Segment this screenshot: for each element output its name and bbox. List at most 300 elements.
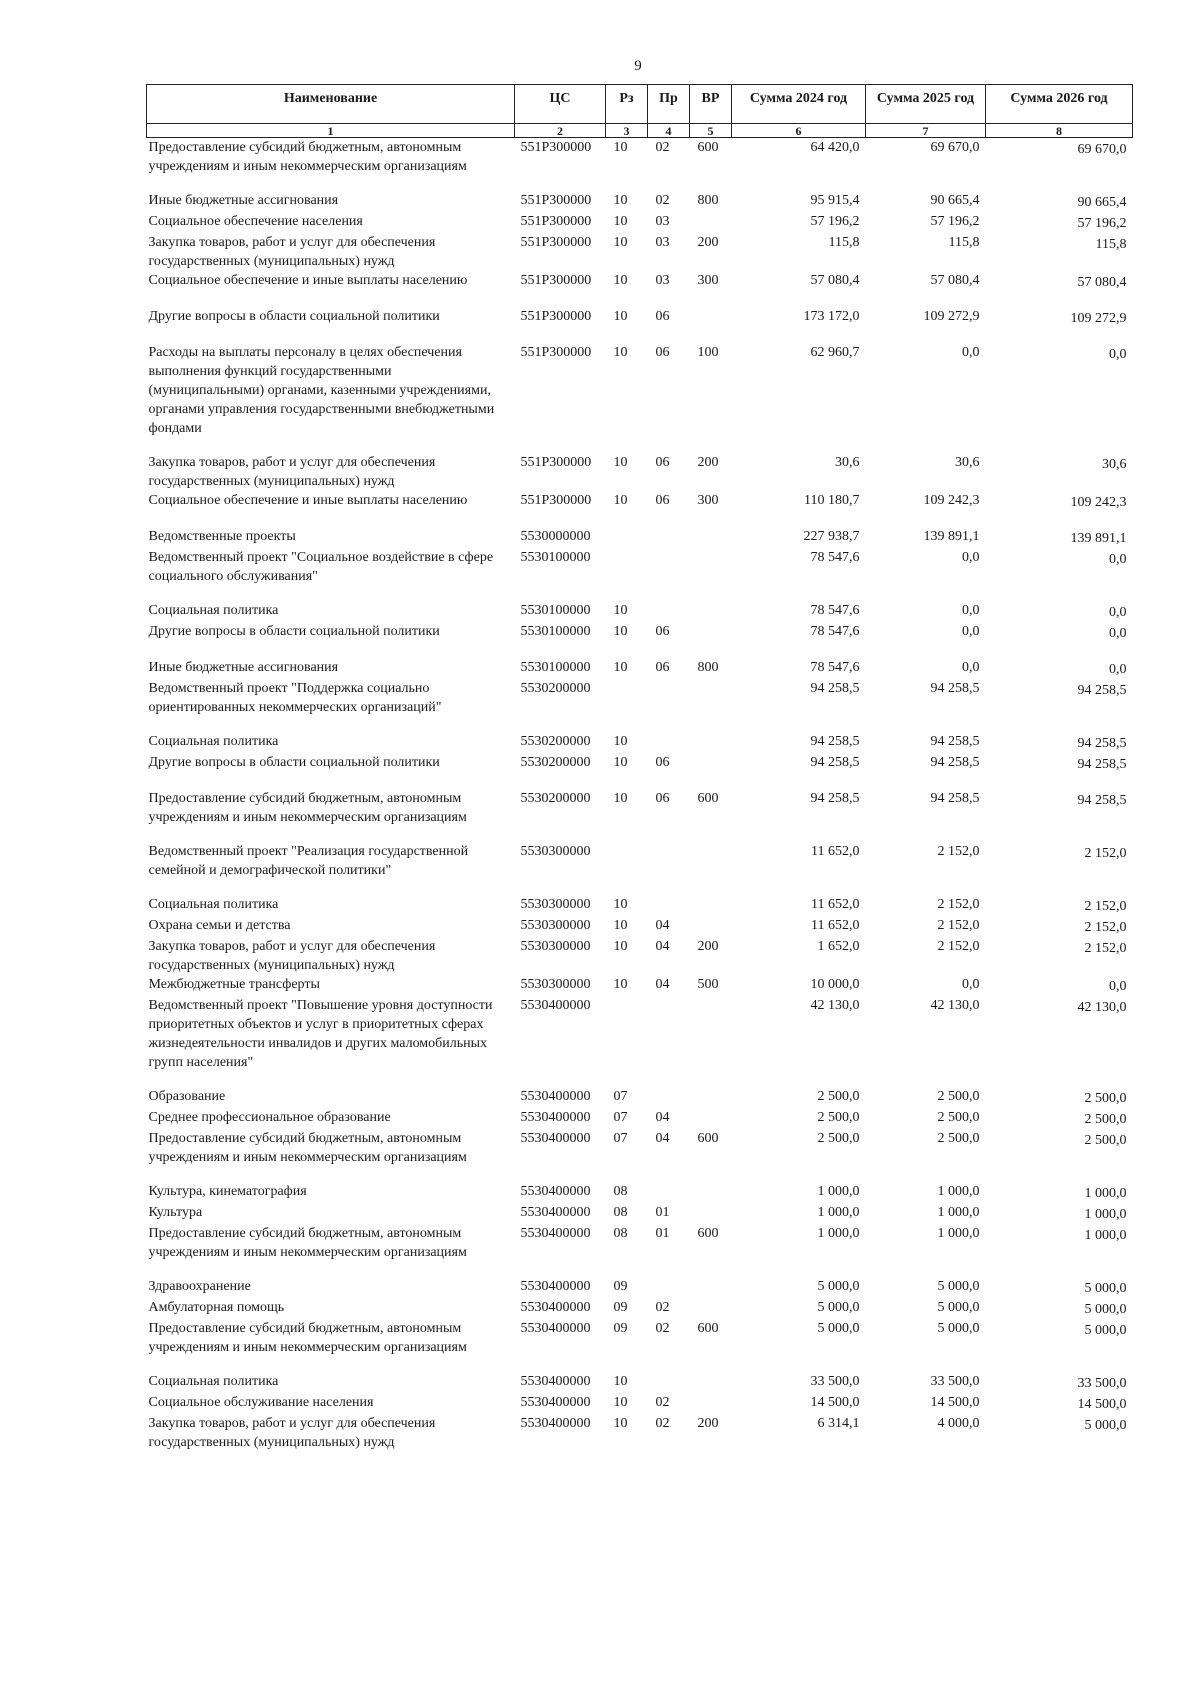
table-row	[147, 1087, 1133, 1108]
sum-2024-cell: 5 000,0	[817, 1300, 860, 1315]
sum-2024-cell: 227 938,7	[803, 529, 860, 544]
sum-2024-cell: 78 547,6	[810, 660, 860, 675]
name-cell: Ведомственный проект "Поддержка социально ориентированных некоммерческих организаций"	[148, 681, 442, 715]
rz-cell: 10	[613, 309, 628, 324]
vr-cell	[690, 916, 732, 937]
name-cell: Ведомственные проекты	[148, 529, 296, 544]
sum-2025-cell: 2 152,0	[937, 844, 980, 859]
vr-cell	[690, 307, 732, 328]
sum-2026-cell: 2 152,0	[1084, 899, 1127, 914]
sum-2024-cell: 94 258,5	[810, 791, 860, 806]
row-spacer	[147, 328, 1133, 343]
header-pr: Пр	[648, 85, 690, 124]
header-number: 8	[986, 124, 1133, 138]
name-cell: Социальная политика	[148, 1374, 279, 1389]
table-row	[147, 491, 1133, 512]
table-row	[147, 271, 1133, 292]
name-cell: Среднее профессиональное образование	[148, 1110, 391, 1125]
pr-cell	[648, 527, 690, 548]
table-row	[147, 1108, 1133, 1129]
sum-2024-cell: 33 500,0	[810, 1374, 860, 1389]
name-cell: Закупка товаров, работ и услуг для обеспечения государственных (муниципальных) нужд	[148, 1416, 436, 1450]
sum-2025-cell: 5 000,0	[937, 1321, 980, 1336]
rz-cell	[606, 996, 648, 1072]
cs-cell: 5530300000	[520, 844, 591, 859]
name-cell: Другие вопросы в области социальной политики	[148, 755, 440, 770]
sum-2026-cell: 5 000,0	[1084, 1302, 1127, 1317]
cs-cell: 551P300000	[520, 214, 592, 229]
header-number: 5	[690, 124, 732, 138]
sum-2024-cell: 78 547,6	[810, 550, 860, 565]
budget-sheet	[146, 84, 1132, 1452]
table-row	[147, 895, 1133, 916]
sum-2026-cell: 42 130,0	[1077, 1000, 1127, 1015]
pr-cell: 06	[655, 493, 670, 508]
pr-cell: 02	[655, 140, 670, 155]
sum-2025-cell: 4 000,0	[937, 1416, 980, 1431]
sum-2024-cell: 78 547,6	[810, 603, 860, 618]
sum-2025-cell: 109 242,3	[923, 493, 980, 508]
rz-cell: 09	[613, 1321, 628, 1336]
pr-cell: 06	[655, 624, 670, 639]
pr-cell: 06	[655, 455, 670, 470]
pr-cell: 04	[655, 1131, 670, 1146]
name-cell: Предоставление субсидий бюджетным, автономным учреждениям и иным некоммерческим организациям	[148, 1131, 467, 1165]
vr-cell: 800	[697, 660, 719, 675]
rz-cell: 10	[613, 939, 628, 954]
sum-2026-cell: 5 000,0	[1084, 1418, 1127, 1433]
row-spacer	[147, 643, 1133, 658]
cs-cell: 5530400000	[520, 1226, 591, 1241]
table-row	[147, 601, 1133, 622]
spacer-cell	[147, 1262, 1133, 1277]
table-row	[147, 1277, 1133, 1298]
sum-2026-cell: 2 152,0	[1084, 941, 1127, 956]
sum-2026-cell: 0,0	[1109, 552, 1127, 567]
rz-cell: 10	[613, 1374, 628, 1389]
spacer-cell	[147, 774, 1133, 789]
rz-cell: 10	[613, 193, 628, 208]
name-cell: Социальная политика	[148, 897, 279, 912]
table-row	[147, 343, 1133, 438]
sum-2025-cell: 0,0	[962, 660, 980, 675]
sum-2024-cell: 94 258,5	[810, 734, 860, 749]
table-row	[147, 789, 1133, 827]
pr-cell: 03	[655, 235, 670, 250]
sum-2025-cell: 57 080,4	[930, 273, 980, 288]
vr-cell	[690, 601, 732, 622]
name-cell: Предоставление субсидий бюджетным, автономным учреждениям и иным некоммерческим организациям	[148, 1226, 467, 1260]
header-rz: Рз	[606, 85, 648, 124]
row-spacer	[147, 774, 1133, 789]
vr-cell	[690, 732, 732, 753]
row-spacer	[147, 586, 1133, 601]
table-row	[147, 1319, 1133, 1357]
vr-cell: 200	[697, 235, 719, 250]
table-row	[147, 658, 1133, 679]
name-cell: Другие вопросы в области социальной политики	[148, 309, 440, 324]
vr-cell	[690, 1298, 732, 1319]
sum-2026-cell: 115,8	[1095, 237, 1127, 252]
spacer-cell	[147, 880, 1133, 895]
sum-2025-cell: 1 000,0	[937, 1184, 980, 1199]
header-number: 6	[732, 124, 866, 138]
name-cell: Культура, кинематография	[148, 1184, 307, 1199]
vr-cell: 300	[697, 493, 719, 508]
pr-cell: 03	[655, 273, 670, 288]
rz-cell: 10	[613, 897, 628, 912]
sum-2024-cell: 5 000,0	[817, 1279, 860, 1294]
name-cell: Социальное обеспечение и иные выплаты населению	[148, 273, 468, 288]
pr-cell	[648, 732, 690, 753]
rz-cell: 10	[613, 624, 628, 639]
vr-cell: 500	[697, 977, 719, 992]
table-row	[147, 307, 1133, 328]
spacer-cell	[147, 1357, 1133, 1372]
sum-2024-cell: 14 500,0	[810, 1395, 860, 1410]
vr-cell	[690, 895, 732, 916]
sum-2025-cell: 94 258,5	[930, 755, 980, 770]
sum-2026-cell: 5 000,0	[1084, 1323, 1127, 1338]
rz-cell: 10	[613, 214, 628, 229]
cs-cell: 5530300000	[520, 897, 591, 912]
rz-cell: 10	[613, 977, 628, 992]
rz-cell: 10	[613, 734, 628, 749]
rz-cell	[606, 527, 648, 548]
header-sum-2025: Сумма 2025 год	[866, 85, 986, 124]
pr-cell: 02	[655, 1395, 670, 1410]
name-cell: Социальное обслуживание населения	[148, 1395, 374, 1410]
table-row	[147, 622, 1133, 643]
cs-cell: 5530200000	[520, 681, 591, 696]
sum-2025-cell: 42 130,0	[930, 998, 980, 1013]
sum-2026-cell: 109 272,9	[1070, 311, 1127, 326]
sum-2026-cell: 30,6	[1102, 457, 1127, 472]
sum-2026-cell: 94 258,5	[1077, 757, 1127, 772]
vr-cell	[690, 753, 732, 774]
vr-cell: 300	[697, 273, 719, 288]
cs-cell: 5530100000	[520, 624, 591, 639]
table-row	[147, 1203, 1133, 1224]
sum-2025-cell: 2 152,0	[937, 897, 980, 912]
sum-2024-cell: 57 196,2	[810, 214, 860, 229]
pr-cell	[648, 1182, 690, 1203]
sum-2024-cell: 173 172,0	[803, 309, 860, 324]
table-row	[147, 1393, 1133, 1414]
cs-cell: 5530000000	[520, 529, 591, 544]
sum-2026-cell: 94 258,5	[1077, 736, 1127, 751]
sum-2025-cell: 90 665,4	[930, 193, 980, 208]
cs-cell: 5530300000	[520, 977, 591, 992]
vr-cell	[690, 1277, 732, 1298]
name-cell: Социальное обеспечение и иные выплаты населению	[148, 493, 468, 508]
cs-cell: 5530400000	[520, 1321, 591, 1336]
table-row	[147, 233, 1133, 271]
sum-2026-cell: 14 500,0	[1077, 1397, 1127, 1412]
table-row	[147, 1298, 1133, 1319]
sum-2024-cell: 2 500,0	[817, 1110, 860, 1125]
rz-cell: 10	[613, 345, 628, 360]
row-spacer	[147, 292, 1133, 307]
name-cell: Закупка товаров, работ и услуг для обеспечения государственных (муниципальных) нужд	[148, 455, 436, 489]
table-row	[147, 1224, 1133, 1262]
cs-cell: 5530400000	[520, 1395, 591, 1410]
sum-2026-cell: 0,0	[1109, 979, 1127, 994]
table-row	[147, 138, 1133, 177]
sum-2024-cell: 5 000,0	[817, 1321, 860, 1336]
name-cell: Ведомственный проект "Повышение уровня доступности приоритетных объектов и услуг в приоритетных сферах жизнедеятельности инвалидов и других маломобильных групп населения"	[148, 998, 493, 1070]
sum-2026-cell: 0,0	[1109, 605, 1127, 620]
sum-2024-cell: 62 960,7	[810, 345, 860, 360]
sum-2024-cell: 30,6	[835, 455, 860, 470]
page-number: 9	[634, 58, 642, 74]
rz-cell: 07	[613, 1110, 628, 1125]
table-row	[147, 975, 1133, 996]
sum-2024-cell: 42 130,0	[810, 998, 860, 1013]
pr-cell	[648, 548, 690, 586]
table-row	[147, 937, 1133, 975]
pr-cell: 01	[655, 1226, 670, 1241]
cs-cell: 551P300000	[520, 273, 592, 288]
sum-2024-cell: 1 000,0	[817, 1184, 860, 1199]
name-cell: Социальное обеспечение населения	[148, 214, 363, 229]
sum-2026-cell: 2 152,0	[1084, 846, 1127, 861]
rz-cell: 07	[613, 1089, 628, 1104]
pr-cell: 04	[655, 939, 670, 954]
sum-2025-cell: 1 000,0	[937, 1226, 980, 1241]
sum-2024-cell: 2 500,0	[817, 1089, 860, 1104]
name-cell: Иные бюджетные ассигнования	[148, 660, 339, 675]
row-spacer	[147, 1357, 1133, 1372]
vr-cell	[690, 996, 732, 1072]
sum-2025-cell: 30,6	[955, 455, 980, 470]
row-spacer	[147, 176, 1133, 191]
name-cell: Закупка товаров, работ и услуг для обеспечения государственных (муниципальных) нужд	[148, 939, 436, 973]
table-row	[147, 548, 1133, 586]
table-row	[147, 753, 1133, 774]
pr-cell: 02	[655, 193, 670, 208]
vr-cell: 200	[697, 1416, 719, 1431]
vr-cell	[690, 842, 732, 880]
header-number: 7	[866, 124, 986, 138]
pr-cell	[648, 679, 690, 717]
sum-2025-cell: 0,0	[962, 550, 980, 565]
sum-2024-cell: 57 080,4	[810, 273, 860, 288]
sum-2024-cell: 115,8	[828, 235, 860, 250]
rz-cell: 10	[613, 603, 628, 618]
vr-cell	[690, 527, 732, 548]
sum-2025-cell: 0,0	[962, 624, 980, 639]
rz-cell	[606, 548, 648, 586]
sum-2026-cell: 0,0	[1109, 626, 1127, 641]
sum-2026-cell: 1 000,0	[1084, 1207, 1127, 1222]
sum-2026-cell: 2 500,0	[1084, 1112, 1127, 1127]
pr-cell: 02	[655, 1321, 670, 1336]
sum-2024-cell: 95 915,4	[810, 193, 860, 208]
table-row	[147, 996, 1133, 1072]
header-number: 3	[606, 124, 648, 138]
pr-cell: 02	[655, 1300, 670, 1315]
row-spacer	[147, 1072, 1133, 1087]
cs-cell: 5530400000	[520, 1110, 591, 1125]
sum-2026-cell: 1 000,0	[1084, 1186, 1127, 1201]
sum-2025-cell: 14 500,0	[930, 1395, 980, 1410]
row-spacer	[147, 827, 1133, 842]
cs-cell: 5530100000	[520, 660, 591, 675]
name-cell: Ведомственный проект "Реализация государственной семейной и демографической политики"	[148, 844, 469, 878]
table-row	[147, 732, 1133, 753]
cs-cell: 5530400000	[520, 1205, 591, 1220]
row-spacer	[147, 880, 1133, 895]
name-cell: Межбюджетные трансферты	[148, 977, 320, 992]
sum-2025-cell: 0,0	[962, 603, 980, 618]
row-spacer	[147, 717, 1133, 732]
sum-2025-cell: 2 152,0	[937, 918, 980, 933]
sum-2026-cell: 33 500,0	[1077, 1376, 1127, 1391]
cs-cell: 5530400000	[520, 1131, 591, 1146]
rz-cell: 08	[613, 1205, 628, 1220]
sum-2025-cell: 69 670,0	[930, 140, 980, 155]
vr-cell	[690, 212, 732, 233]
table-row	[147, 212, 1133, 233]
pr-cell	[648, 1277, 690, 1298]
cs-cell: 5530200000	[520, 734, 591, 749]
sum-2025-cell: 139 891,1	[923, 529, 980, 544]
spacer-cell	[147, 292, 1133, 307]
pr-cell: 01	[655, 1205, 670, 1220]
pr-cell	[648, 1087, 690, 1108]
cs-cell: 5530400000	[520, 1300, 591, 1315]
cs-cell: 5530400000	[520, 1374, 591, 1389]
row-spacer	[147, 512, 1133, 527]
sum-2024-cell: 1 000,0	[817, 1226, 860, 1241]
sum-2024-cell: 64 420,0	[810, 140, 860, 155]
pr-cell: 03	[655, 214, 670, 229]
cs-cell: 5530200000	[520, 791, 591, 806]
sum-2026-cell: 0,0	[1109, 347, 1127, 362]
vr-cell	[690, 1182, 732, 1203]
sum-2026-cell: 90 665,4	[1077, 195, 1127, 210]
header-sum-2026: Сумма 2026 год	[986, 85, 1133, 124]
header-cs: ЦС	[515, 85, 606, 124]
rz-cell: 10	[613, 1395, 628, 1410]
vr-cell	[690, 1203, 732, 1224]
sum-2025-cell: 2 500,0	[937, 1110, 980, 1125]
vr-cell: 200	[697, 939, 719, 954]
rz-cell: 10	[613, 918, 628, 933]
cs-cell: 551P300000	[520, 140, 592, 155]
sum-2025-cell: 2 152,0	[937, 939, 980, 954]
sum-2024-cell: 110 180,7	[804, 493, 860, 508]
pr-cell: 06	[655, 755, 670, 770]
vr-cell: 600	[697, 140, 719, 155]
name-cell: Предоставление субсидий бюджетным, автономным учреждениям и иным некоммерческим организациям	[148, 140, 467, 174]
cs-cell: 5530400000	[520, 1089, 591, 1104]
table-row	[147, 679, 1133, 717]
rz-cell: 10	[613, 273, 628, 288]
spacer-cell	[147, 438, 1133, 453]
sum-2025-cell: 94 258,5	[930, 681, 980, 696]
vr-cell: 600	[697, 1131, 719, 1146]
cs-cell: 551P300000	[520, 455, 592, 470]
table-row	[147, 453, 1133, 491]
vr-cell	[690, 1393, 732, 1414]
name-cell: Социальная политика	[148, 603, 279, 618]
name-cell: Культура	[148, 1205, 203, 1220]
name-cell: Амбулаторная помощь	[148, 1300, 285, 1315]
vr-cell: 100	[697, 345, 719, 360]
table-row	[147, 527, 1133, 548]
pr-cell	[648, 996, 690, 1072]
sum-2024-cell: 94 258,5	[810, 755, 860, 770]
cs-cell: 5530100000	[520, 603, 591, 618]
sum-2026-cell: 5 000,0	[1084, 1281, 1127, 1296]
sum-2026-cell: 1 000,0	[1084, 1228, 1127, 1243]
cs-cell: 5530400000	[520, 1184, 591, 1199]
sum-2025-cell: 109 272,9	[923, 309, 980, 324]
sum-2024-cell: 10 000,0	[810, 977, 860, 992]
sum-2024-cell: 2 500,0	[817, 1131, 860, 1146]
rz-cell	[606, 842, 648, 880]
pr-cell	[648, 842, 690, 880]
cs-cell: 5530400000	[520, 1416, 591, 1431]
rz-cell: 08	[613, 1226, 628, 1241]
row-spacer	[147, 1167, 1133, 1182]
cs-cell: 5530400000	[520, 1279, 591, 1294]
rz-cell: 10	[613, 755, 628, 770]
header-number: 2	[515, 124, 606, 138]
pr-cell: 06	[655, 660, 670, 675]
rz-cell: 09	[613, 1300, 628, 1315]
table-row	[147, 842, 1133, 880]
sum-2024-cell: 78 547,6	[810, 624, 860, 639]
sum-2025-cell: 2 500,0	[937, 1089, 980, 1104]
name-cell: Закупка товаров, работ и услуг для обеспечения государственных (муниципальных) нужд	[148, 235, 436, 269]
table-body	[147, 138, 1133, 1453]
sum-2025-cell: 5 000,0	[937, 1300, 980, 1315]
name-cell: Предоставление субсидий бюджетным, автономным учреждениям и иным некоммерческим организациям	[148, 791, 467, 825]
pr-cell	[648, 1372, 690, 1393]
rz-cell: 10	[613, 235, 628, 250]
rz-cell: 10	[613, 140, 628, 155]
header-sum-2024: Сумма 2024 год	[732, 85, 866, 124]
name-cell: Охрана семьи и детства	[148, 918, 291, 933]
table-row	[147, 1182, 1133, 1203]
rz-cell: 08	[613, 1184, 628, 1199]
pr-cell: 04	[655, 1110, 670, 1125]
sum-2024-cell: 6 314,1	[817, 1416, 860, 1431]
cs-cell: 5530400000	[520, 998, 591, 1013]
sum-2025-cell: 57 196,2	[930, 214, 980, 229]
spacer-cell	[147, 328, 1133, 343]
rz-cell: 10	[613, 493, 628, 508]
sum-2026-cell: 109 242,3	[1070, 495, 1127, 510]
spacer-cell	[147, 643, 1133, 658]
spacer-cell	[147, 827, 1133, 842]
rz-cell: 07	[613, 1131, 628, 1146]
vr-cell: 600	[697, 1321, 719, 1336]
table-row	[147, 191, 1133, 212]
sum-2026-cell: 94 258,5	[1077, 683, 1127, 698]
row-spacer	[147, 438, 1133, 453]
cs-cell: 551P300000	[520, 235, 592, 250]
pr-cell: 06	[655, 791, 670, 806]
header-number: 1	[147, 124, 515, 138]
pr-cell: 06	[655, 309, 670, 324]
pr-cell: 02	[655, 1416, 670, 1431]
sum-2024-cell: 11 652,0	[811, 844, 860, 859]
sum-2025-cell: 1 000,0	[937, 1205, 980, 1220]
